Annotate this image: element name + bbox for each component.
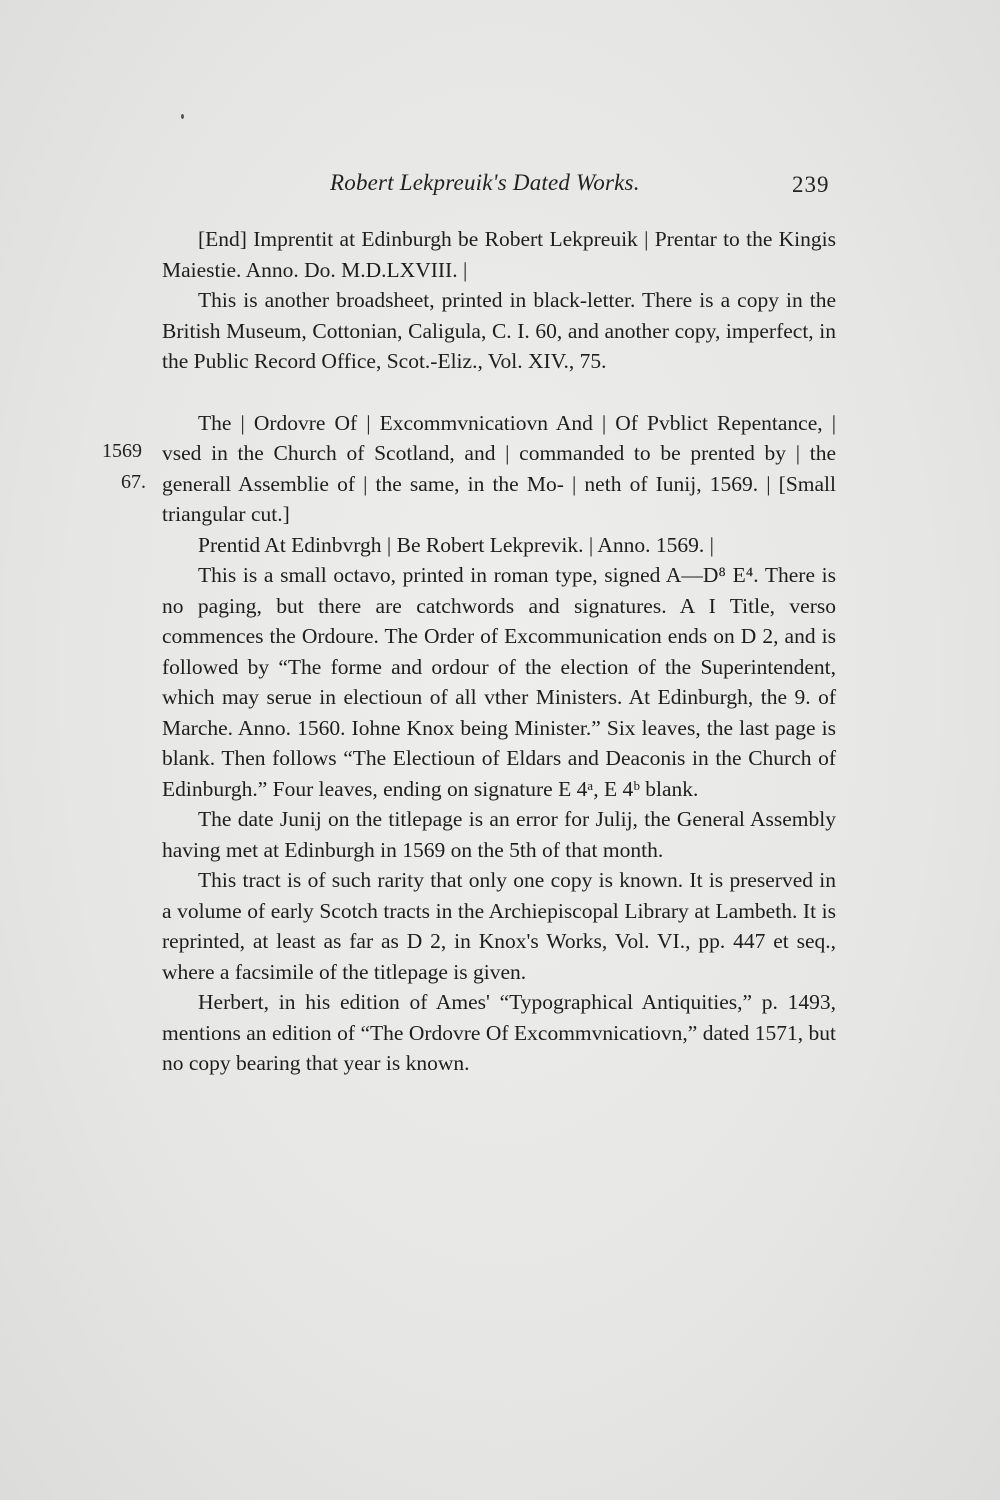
running-title: Robert Lekpreuik's Dated Works.: [330, 170, 640, 195]
paragraph: [End] Imprentit at Edinburgh be Robert Lekpreuik | Prentar to the Kingis Maiestie. Anno. Do. M.D.LXVIII. |: [162, 227, 836, 282]
marginal-year: 1569: [102, 440, 142, 462]
paragraph: This is a small octavo, printed in roman type, signed A—D⁸ E⁴. There is no paging, but there are catchwords and signatures. A I Title, verso commences the Ordoure. The Order of Excommunication ends on D 2, and is followed by “The forme and ordour of the election of the Superintendent, which may serue in electioun of all vther Ministers. At Edinburgh, the 9. of Marche. Anno. 1560. Iohne Knox being Minister.” Six leaves, the last page is blank. Then follows “The Electioun of Eldars and Deaconis in the Church of Edinburgh.” Four leaves, ending on signature E 4ᵃ, E 4ᵇ blank.: [162, 563, 836, 801]
marginal-entry-number: 67.: [121, 471, 146, 493]
paragraph: The | Ordovre Of | Excommvnicatiovn And | Of Pvblict Repentance, | vsed in the Church of Scotland, and | commanded to be prented by | the generall Assemblie of | the same, in the Mo- | neth of Iunij, 1569. | [Small triangular cut.]: [162, 410, 836, 526]
paragraph: This is another broadsheet, printed in black-letter. There is a copy in the British Museum, Cottonian, Caligula, C. I. 60, and another copy, imperfect, in the Public Record Office, Scot.-Eliz., Vol. XIV., 75.: [162, 288, 836, 373]
paragraph: Prentid At Edinbvrgh | Be Robert Lekprevik. | Anno. 1569. |: [198, 532, 714, 557]
paragraph: This tract is of such rarity that only one copy is known. It is preserved in a volume of early Scotch tracts in the Archiepiscopal Library at Lambeth. It is reprinted, at least as far as D 2, in Knox's Works, Vol. VI., pp. 447 et seq., where a facsimile of the titlepage is given.: [162, 868, 836, 984]
page-number: 239: [792, 172, 830, 197]
paragraph: The date Junij on the titlepage is an error for Julij, the General Assembly having met at Edinburgh in 1569 on the 5th of that month.: [162, 807, 836, 862]
marginal-notes: [102, 436, 146, 498]
paragraph: Herbert, in his edition of Ames' “Typographical Antiquities,” p. 1493, mentions an edition of “The Ordovre Of Excommvnicatiovn,” dated 1571, but no copy bearing that year is known.: [162, 990, 836, 1075]
body-text: [162, 224, 836, 1079]
ink-speck: [181, 114, 184, 119]
